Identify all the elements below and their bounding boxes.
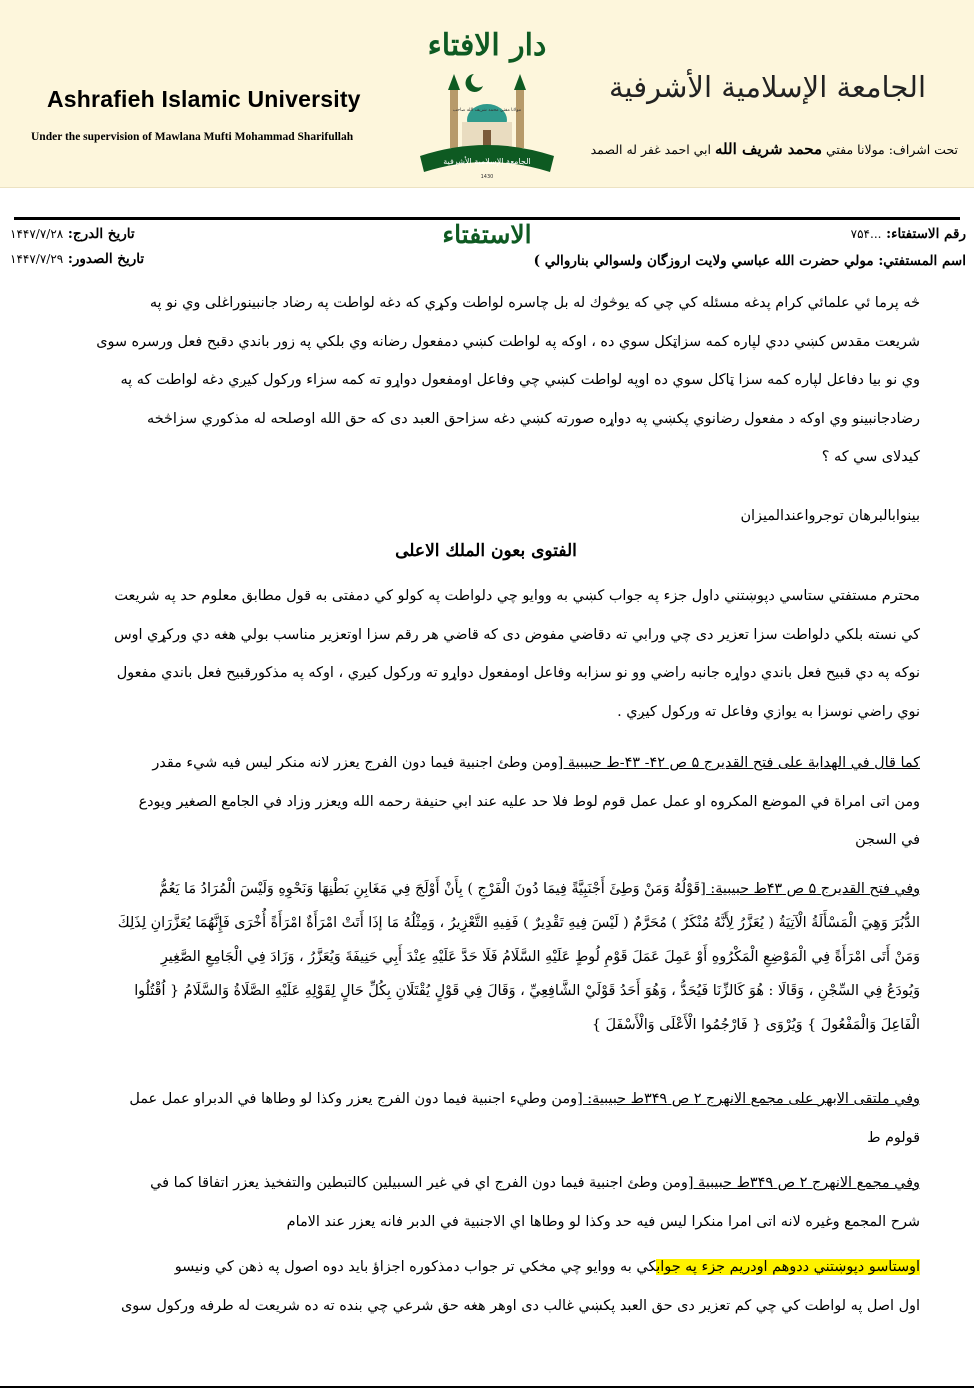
- reference-majma: [52, 1164, 920, 1241]
- answer-line: اول اصل په لواطت كي چي كم تعزير دى حق العبد پكښي غالب دى اوهر هغه حق شرعي چي بنده ته ده شريعت له طرفه وركول سوى: [120, 1297, 920, 1314]
- asker-label: اسم المستفتي:: [878, 253, 966, 269]
- asker-value: مولي حضرت الله عباسي ولايت اروزگان ولسوالي بناروالي ): [533, 253, 874, 269]
- entry-date-value: ۱۴۴۷/۷/۲۸: [10, 227, 64, 241]
- mosque-logo-icon: [412, 64, 562, 182]
- reference-text: قَوْلُهُ وَمَنْ وَطِئَ أَجْنَبِيَّةً فِيمَا دُونَ الْفَرْجِ ) بِأَنْ أَوْلَجَ فِي مَغَابِنِ بَطْنِهَا وَنَحْوِهِ وَلَيْسَ الْمُرَادُ مَا يَعُمُّ: [159, 881, 701, 897]
- fatwa-heading-text: الفتوى بعون الملك الاعلى: [395, 541, 577, 561]
- supervision-arabic-suffix: ابي احمد غفر له الصمد: [590, 142, 712, 157]
- supervision-arabic: [591, 140, 958, 158]
- reference-line: [52, 872, 920, 906]
- answer-line: [52, 1248, 920, 1287]
- bottom-divider: [0, 1386, 974, 1388]
- issue-date-label: تاريخ الصدور:: [67, 251, 145, 267]
- reference-line: [52, 1080, 920, 1119]
- supervision-arabic-name: محمد شریف الله: [715, 140, 822, 158]
- entry-date-label: تاريخ الدرج:: [67, 226, 135, 242]
- reference-line: [52, 744, 920, 783]
- question-line: شريعت مقدس كښي ددي لپاره كمه سزاټكل سوي ده ، اوكه په لواطت كښي دمفعول رضانه وي بلكي په زور باندي دقبح فعل ورسره سوى: [96, 333, 920, 350]
- page-title: الاستفتاء: [442, 220, 532, 249]
- answer-line: كي نسته بلكي دلواطت سزا تعزير دى چي ورابي ته دقاضي مفوض دى كه قاضي هر رقم سزا اوتعزير مناسب بولي هغه دي وركړي اوس: [113, 626, 920, 643]
- answer-line: نوي راضي نوسزا به يوازي وفاعل ته وركول كيږي .: [617, 703, 920, 720]
- reference-text: ومن وطئ اجنبية فيما دون الفرج اي في غير السبيلين كالتبطين والتفخيذ يعزر اتفاقا كما في: [150, 1175, 688, 1191]
- answer-line: محترم مستفتي ستاسي دپوښتني داول جزء په جواب كښي به ووايو چي دلواطت په كولو كي دمفتى به قول مطابق معلوم حد په شريعت: [114, 588, 920, 604]
- fatwa-heading: [52, 532, 920, 571]
- question-line: وي نو بيا دفاعل لپاره كمه سزا ټاكل سوي ده اوپه لواطت كښي چي وفاعل اومفعول دواړو ته كمه سزاء وركول كيږي دغه لواطت كه په: [120, 372, 920, 388]
- reference-hidaya: [52, 744, 920, 860]
- reference-line: الْفَاعِلَ وَالْمَفْعُولَ } وَيُرْوَى { فَارْجُمُوا الْأَعْلَى وَالْأَسْفَلَ }: [591, 1017, 920, 1033]
- asker-name: [534, 253, 966, 269]
- reference-fath-al-qadir: [52, 872, 920, 1042]
- supervision-english: Under the supervision of Mawlana Mufti Mohammad Sharifullah: [31, 131, 354, 143]
- university-name-arabic: الجامعة الإسلامية الأشرفية: [608, 70, 926, 104]
- answer-text-rest: كي به ووايو چي مخكي تر جواب دمذكوره اجزاؤ بايد دوه اصول په ذهن كي ونيسو: [174, 1259, 657, 1275]
- issue-date: [10, 251, 144, 267]
- supervision-arabic-prefix: تحت اشراف: مولانا مفتي: [825, 142, 958, 157]
- closing-line: [52, 497, 920, 536]
- university-name-english: Ashrafieh Islamic University: [47, 86, 361, 112]
- reference-text: ومن وطيء اجنبية فيما دون الفرج يعزر وكذا لو وطاها في الدبراو عمل عمل: [129, 1091, 578, 1107]
- highlighted-text: اوستاسو دپوښتني ددوهم اودريم جزء په جواب: [656, 1259, 920, 1275]
- reference-line: ومن اتى امراة في الموضع المكروه او عمل عمل قوم لوط فلا حد عليه عند ابي حنيفة رحمه الله ويعزر وزاد في الجامع الصغير ويودع: [138, 793, 920, 810]
- logo-year: 1430: [480, 174, 494, 180]
- letterhead: [0, 0, 974, 188]
- answer-text: [52, 577, 920, 731]
- reference-multaqa: [52, 1080, 920, 1157]
- reference-line: الدُّبُرَ وَهِيَ الْمَسْأَلَةُ الْآتِيَةُ ( يُعَزَّرُ لِأَنَّهُ مُنْكَرٌ ) مُحَرَّمٌ ( لَيْسَ فِيهِ تَقْدِيرٌ ) فَفِيهِ التَّعْزِيرُ ، وَمِثْلُهُ مَا إذَا أَتَتْ امْرَأَةٌ امْرَأَةً أُخْرَى فَإِنَّهُمَا يُعَزَّرَانِ لِذَلِكَ: [117, 915, 920, 931]
- question-line: كيدلاى سي كه ؟: [821, 449, 920, 465]
- question-line: رضادجانبينو وي اوكه د مفعول رضانوي پكښي په دواړه صورته كښي دغه سزاحق العبد دى كه حق الله اوصلحه له مذكوري سزاڅخه: [146, 410, 920, 427]
- issue-date-value: ۱۴۴۷/۷/۲۹: [10, 252, 64, 266]
- reference-citation: وفي ملتقى الابهر على مجمع الانهرج ۲ ص ۳۴۹ط حبيبية: [: [577, 1091, 920, 1107]
- reference-line: وَيُودَعُ فِي السِّجْنِ ، وَقَالَا : هُوَ كَالزِّنَا فَيُحَدُّ ، وَهُوَ أَحَدُ قَوْلَيْ الشَّافِعِيِّ ، وَقَالَ فِي قَوْلٍ يُقْتَلَانِ بِكُلِّ حَالٍ لِقَوْلِهِ عَلَيْهِ الصَّلَاةُ وَالسَّلَامُ { اُقْتُلُوا: [134, 983, 920, 999]
- question-line: څه پرما ئي علمائي كرام پدغه مسئله كي چي كه يوڅوك له بل چاسره لواطت وكړي كه دغه لواطت په رضاد جانبينوراغلى وي نو په: [149, 295, 920, 311]
- logo-top-text: مولانا مفتي محمد شريف الله صاحب: [452, 108, 522, 113]
- reference-text: ومن وطئ اجنبية فيما دون الفرج يعزر لانه منكر ليس فيه شيء مقدر: [152, 755, 558, 771]
- reference-line: في السجن: [855, 832, 920, 848]
- reference-citation: وفي مجمع الانهرج ۲ ص ۳۴۹ط حبيبية [: [687, 1175, 920, 1191]
- fatwa-number-label: رقم الاستفتاء:: [886, 226, 966, 242]
- answer-line: نوكه په دي قبيح فعل باندي دواړه جانبه راضي وو نو سزابه وفاعل اومفعول دواړو ته وركول كيږي ، اوكه په مذكورقبيح فعل باندي مفعول: [116, 665, 920, 681]
- reference-citation: وفي فتح القديرج ۵ ص ۴۳ط حبيبية: [: [700, 881, 920, 897]
- dar-al-ifta-title: دار الافتاء: [427, 28, 547, 63]
- reference-line: شرح المجمع وغيره لانه اتى امرا منكرا ليس فيه حد وكذا لو وطاها اي الاجنبية في الدبر فانه يعزر عند الامام: [286, 1213, 920, 1230]
- logo-label: الجامعة الإسلامية الأشرفية: [443, 157, 531, 166]
- reference-citation: كما قال في الهداية على فتح القديرج ۵ ص ۴۲- ۴۳-ط حبيبية [: [557, 755, 920, 771]
- reference-line: قولوم ط: [867, 1129, 920, 1146]
- fatwa-number-value: ...۷۵۴: [850, 227, 882, 241]
- reference-line: وَمَنْ أَتَى امْرَأَةً فِي الْمَوْضِعِ الْمَكْرُوهِ أَوْ عَمِلَ عَمَلَ قَوْمِ لُوطٍ عَلَيْهِ السَّلَامُ فَلَا حَدَّ عَلَيْهِ عِنْدَ أَبِي حَنِيفَةَ وَيُعَزَّرُ ، وَزَادَ فِي الْجَامِعِ الصَّغِيرِ: [160, 949, 920, 965]
- question-text: [52, 284, 920, 477]
- reference-line: [52, 1164, 920, 1203]
- answer-part-two: [52, 1248, 920, 1325]
- closing-text: بينوابالبرهان توجرواعندالميزان: [740, 508, 920, 524]
